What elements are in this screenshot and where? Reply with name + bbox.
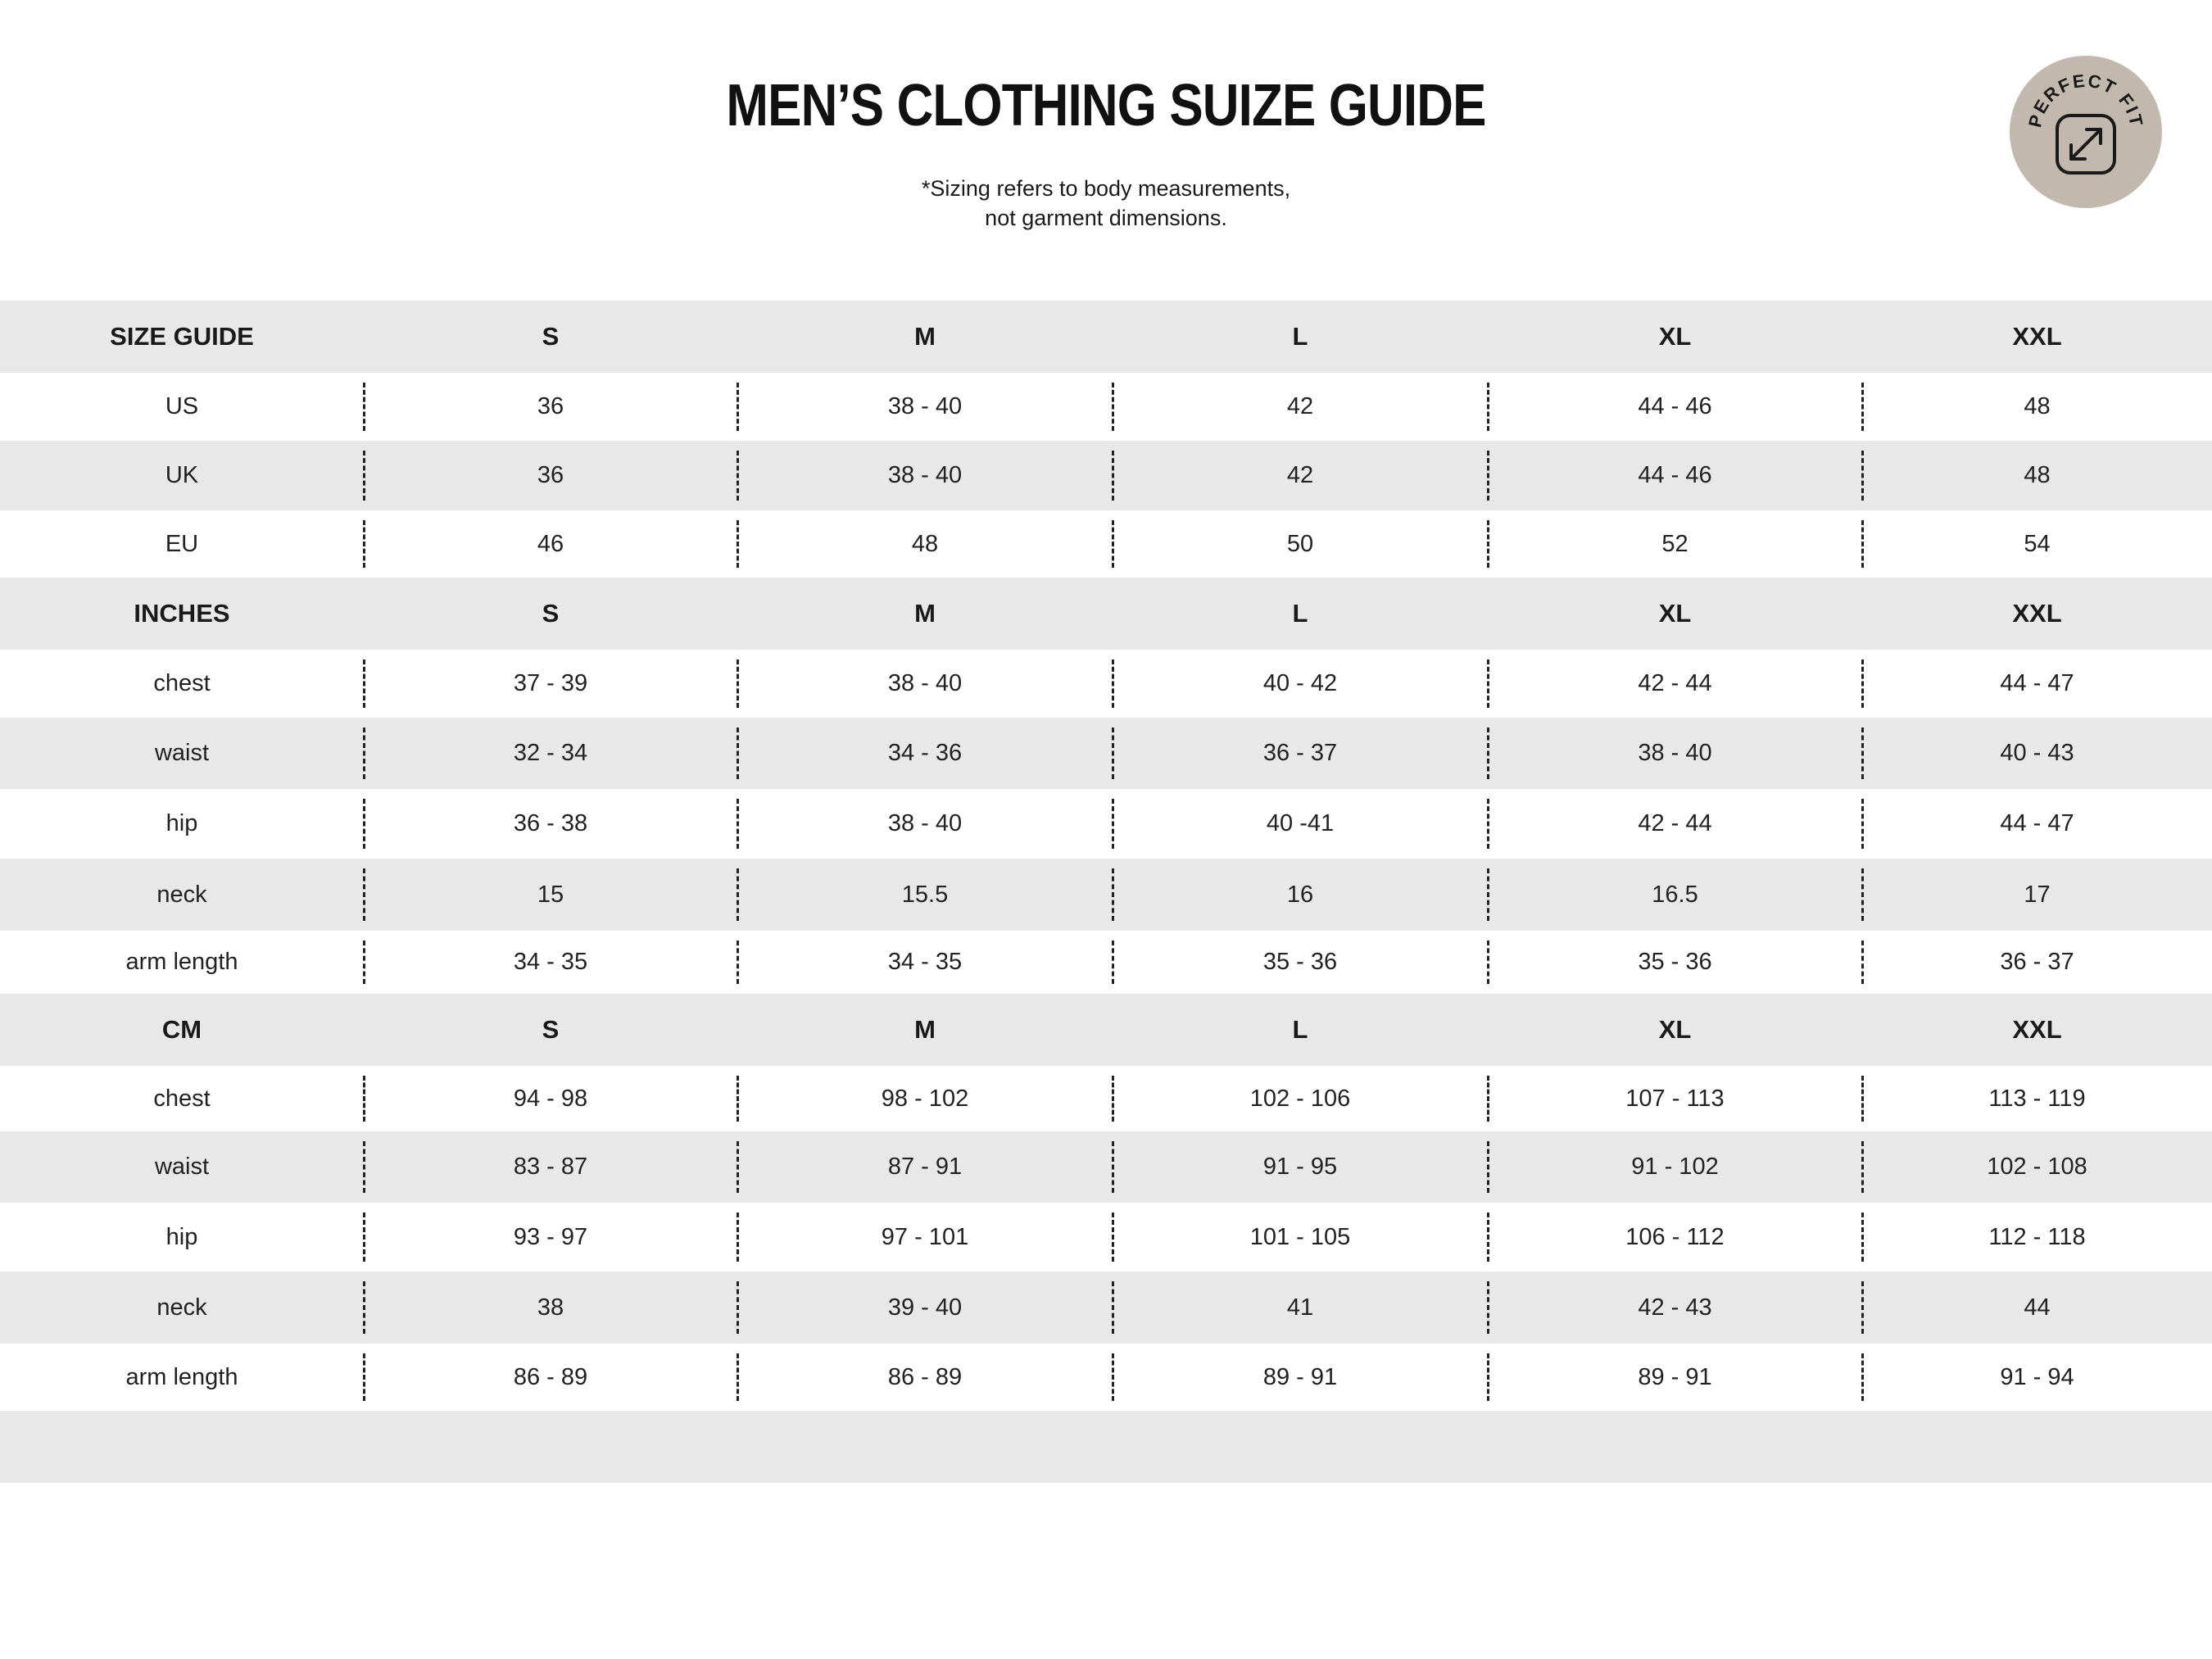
size-column-header: XL (1658, 1015, 1692, 1044)
size-value: 39 - 40 (887, 1294, 963, 1321)
column-divider (363, 1141, 365, 1193)
column-divider (1112, 941, 1114, 984)
size-column-header: XXL (2012, 599, 2062, 628)
column-divider (363, 451, 365, 501)
size-value: 38 (537, 1294, 564, 1321)
size-value: 40 -41 (1266, 810, 1335, 836)
column-divider (737, 1213, 739, 1262)
column-divider (1112, 1141, 1114, 1193)
size-value: 40 - 43 (2000, 740, 2074, 766)
column-divider (1112, 660, 1114, 708)
column-divider (1487, 660, 1489, 708)
size-table (0, 301, 2212, 1483)
table-section-header (0, 578, 2212, 650)
size-value: 102 - 108 (1987, 1154, 2087, 1180)
column-divider (1112, 799, 1114, 849)
column-divider (363, 383, 365, 431)
column-divider (1112, 520, 1114, 568)
size-value: 101 - 105 (1249, 1223, 1351, 1250)
size-value: 44 - 47 (2000, 670, 2074, 696)
column-divider (1861, 1141, 1864, 1193)
column-divider (1487, 1213, 1489, 1262)
perfect-fit-badge (2010, 56, 2162, 208)
size-value: 44 - 47 (2000, 810, 2074, 836)
size-value: 34 - 35 (887, 949, 963, 975)
column-divider (1112, 1213, 1114, 1262)
size-value: 48 (2024, 393, 2051, 419)
size-value: 93 - 97 (513, 1223, 588, 1250)
size-value: 37 - 39 (513, 670, 588, 696)
measurement-label: chest (153, 1085, 211, 1112)
column-divider (1487, 799, 1489, 849)
size-value: 15.5 (901, 881, 949, 908)
size-column-header: S (542, 599, 560, 628)
column-divider (737, 1141, 739, 1193)
size-value: 42 (1286, 393, 1314, 419)
column-divider (1861, 451, 1864, 501)
size-value: 38 - 40 (887, 810, 963, 836)
size-value: 97 - 101 (881, 1223, 969, 1250)
measurement-label: chest (153, 670, 211, 696)
measurement-label: neck (156, 1294, 207, 1321)
size-value: 17 (2024, 881, 2051, 908)
size-value: 16.5 (1652, 881, 1698, 908)
table-row (0, 510, 2212, 578)
column-divider (1487, 1141, 1489, 1193)
size-value: 44 - 46 (1638, 393, 1712, 419)
column-divider (363, 520, 365, 568)
column-divider (737, 1353, 739, 1401)
badge-text: PERFECT FIT (2024, 70, 2147, 129)
size-value: 38 - 40 (887, 462, 963, 488)
size-column-header: S (542, 1015, 560, 1044)
size-value: 42 (1286, 462, 1314, 488)
size-value: 94 - 98 (513, 1085, 588, 1112)
column-divider (1861, 868, 1864, 921)
table-row (0, 1066, 2212, 1131)
size-value: 89 - 91 (1262, 1363, 1338, 1390)
size-value: 48 (911, 530, 939, 557)
section-label: CM (161, 1015, 202, 1044)
size-value: 38 - 40 (887, 670, 963, 696)
measurement-label: waist (154, 1154, 210, 1180)
size-column-header: M (914, 599, 936, 628)
column-divider (1487, 1281, 1489, 1334)
size-value: 38 - 40 (887, 393, 963, 419)
size-value: 46 (537, 530, 564, 557)
page-title: MEN’S CLOTHING SUIZE GUIDE (726, 73, 1486, 138)
table-row (0, 441, 2212, 510)
measurement-label: EU (165, 530, 199, 557)
size-value: 98 - 102 (881, 1085, 969, 1112)
column-divider (1112, 868, 1114, 921)
measurement-label: waist (154, 740, 210, 766)
size-value: 42 - 44 (1638, 670, 1712, 696)
column-divider (363, 799, 365, 849)
table-row (0, 718, 2212, 789)
size-value: 52 (1661, 530, 1688, 557)
size-value: 107 - 113 (1625, 1085, 1725, 1112)
table-section-header (0, 301, 2212, 373)
size-value: 42 - 43 (1638, 1294, 1712, 1321)
column-divider (737, 799, 739, 849)
column-divider (1112, 1076, 1114, 1122)
size-value: 86 - 89 (513, 1363, 588, 1390)
size-value: 50 (1286, 530, 1314, 557)
column-divider (1487, 451, 1489, 501)
measurement-label: US (165, 393, 199, 419)
column-divider (737, 1076, 739, 1122)
size-value: 86 - 89 (887, 1363, 963, 1390)
column-divider (1861, 383, 1864, 431)
size-column-header: S (542, 322, 560, 351)
column-divider (1861, 1353, 1864, 1401)
table-row (0, 859, 2212, 931)
column-divider (1112, 451, 1114, 501)
size-value: 15 (537, 881, 564, 908)
section-label: INCHES (134, 599, 230, 628)
section-label: SIZE GUIDE (110, 322, 254, 351)
size-value: 40 - 42 (1262, 670, 1338, 696)
column-divider (363, 1281, 365, 1334)
table-row (0, 1344, 2212, 1411)
size-value: 36 (537, 393, 564, 419)
size-value: 44 - 46 (1638, 462, 1712, 488)
size-value: 87 - 91 (887, 1154, 963, 1180)
table-footer-band (0, 1411, 2212, 1483)
column-divider (1861, 799, 1864, 849)
size-value: 34 - 36 (887, 740, 963, 766)
column-divider (363, 1353, 365, 1401)
size-column-header: L (1292, 599, 1308, 628)
size-value: 113 - 119 (1988, 1085, 2086, 1112)
column-divider (363, 1213, 365, 1262)
table-row (0, 373, 2212, 441)
size-value: 42 - 44 (1638, 810, 1712, 836)
sizing-note-line-2: not garment dimensions. (985, 206, 1227, 230)
column-divider (737, 660, 739, 708)
sizing-note-line-1: *Sizing refers to body measurements, (921, 176, 1291, 201)
size-value: 16 (1286, 881, 1314, 908)
size-value: 91 - 102 (1631, 1154, 1719, 1180)
column-divider (1112, 383, 1114, 431)
size-value: 36 - 37 (2000, 949, 2074, 975)
column-divider (737, 1281, 739, 1334)
measurement-label: hip (165, 810, 198, 836)
size-value: 54 (2024, 530, 2051, 557)
size-value: 102 - 106 (1249, 1085, 1351, 1112)
size-column-header: M (914, 1015, 936, 1044)
size-value: 34 - 35 (513, 949, 588, 975)
column-divider (1487, 520, 1489, 568)
size-value: 35 - 36 (1262, 949, 1338, 975)
size-value: 83 - 87 (513, 1154, 588, 1180)
size-column-header: L (1292, 322, 1308, 351)
column-divider (737, 520, 739, 568)
size-value: 36 - 38 (513, 810, 588, 836)
column-divider (363, 1076, 365, 1122)
column-divider (1861, 728, 1864, 779)
column-divider (1487, 728, 1489, 779)
column-divider (1112, 728, 1114, 779)
measurement-label: neck (156, 881, 207, 908)
column-divider (737, 728, 739, 779)
column-divider (1861, 520, 1864, 568)
perfect-fit-badge-graphic (2010, 56, 2162, 208)
column-divider (363, 868, 365, 921)
size-value: 48 (2024, 462, 2051, 488)
size-column-header: XXL (2012, 1015, 2062, 1044)
size-column-header: XL (1658, 322, 1692, 351)
size-value: 112 - 118 (1988, 1223, 2086, 1250)
column-divider (1487, 383, 1489, 431)
size-column-header: L (1292, 1015, 1308, 1044)
column-divider (363, 941, 365, 984)
size-value: 32 - 34 (513, 740, 588, 766)
measurement-label: arm length (125, 949, 238, 975)
sizing-note (0, 174, 2212, 233)
column-divider (1112, 1281, 1114, 1334)
size-value: 44 (2024, 1294, 2051, 1321)
measurement-label: hip (165, 1223, 198, 1250)
table-row (0, 650, 2212, 718)
table-row (0, 1203, 2212, 1271)
size-value: 36 - 37 (1262, 740, 1338, 766)
table-row (0, 1271, 2212, 1344)
column-divider (1112, 1353, 1114, 1401)
column-divider (1487, 1353, 1489, 1401)
size-value: 35 - 36 (1638, 949, 1712, 975)
column-divider (363, 660, 365, 708)
size-value: 36 (537, 462, 564, 488)
size-value: 91 - 94 (2000, 1363, 2074, 1390)
table-section-header (0, 994, 2212, 1066)
size-column-header: XXL (2012, 322, 2062, 351)
table-row (0, 931, 2212, 994)
column-divider (1487, 941, 1489, 984)
size-value: 91 - 95 (1262, 1154, 1338, 1180)
column-divider (1861, 1213, 1864, 1262)
column-divider (1487, 868, 1489, 921)
column-divider (1487, 1076, 1489, 1122)
size-value: 41 (1286, 1294, 1314, 1321)
column-divider (737, 451, 739, 501)
column-divider (1861, 660, 1864, 708)
column-divider (1861, 1281, 1864, 1334)
size-value: 38 - 40 (1638, 740, 1712, 766)
column-divider (737, 868, 739, 921)
column-divider (737, 383, 739, 431)
measurement-label: UK (165, 462, 199, 488)
size-column-header: XL (1658, 599, 1692, 628)
column-divider (363, 728, 365, 779)
measurement-label: arm length (125, 1363, 238, 1390)
size-value: 89 - 91 (1638, 1363, 1712, 1390)
column-divider (1861, 1076, 1864, 1122)
column-divider (1861, 941, 1864, 984)
table-row (0, 1131, 2212, 1203)
column-divider (737, 941, 739, 984)
size-value: 106 - 112 (1625, 1223, 1725, 1250)
size-column-header: M (914, 322, 936, 351)
table-row (0, 789, 2212, 859)
